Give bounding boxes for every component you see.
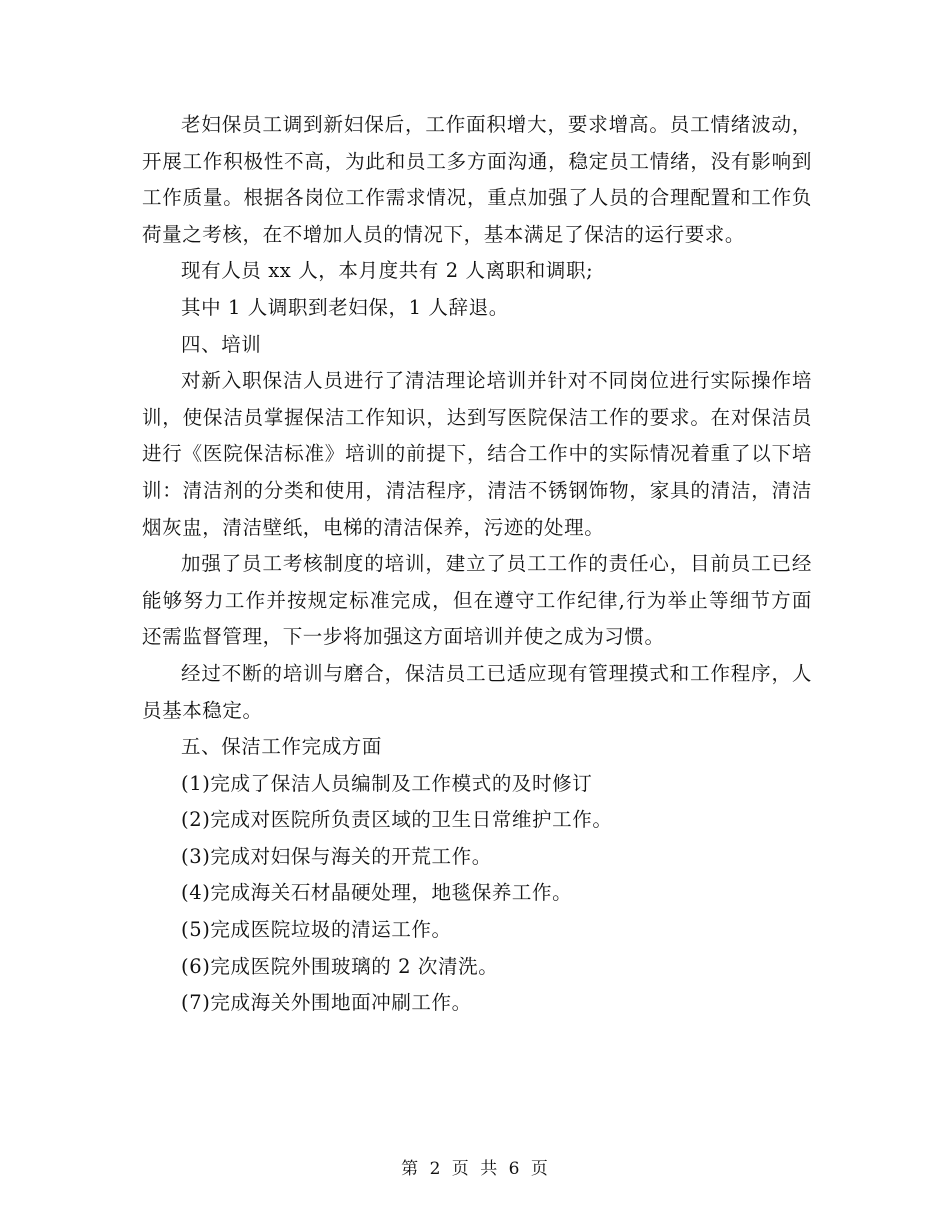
list-item: (7)完成海关外围地面冲刷工作。 (181, 991, 472, 1015)
document-body (142, 107, 812, 1022)
page-number-footer: 第 2 页 共 6 页 (401, 1159, 549, 1179)
list-item: (1)完成了保洁人员编制及工作模式的及时修订 (181, 771, 593, 795)
list-item: (2)完成对医院所负责区域的卫生日常维护工作。 (181, 808, 613, 832)
paragraph: 现有人员 xx 人，本月度共有 2 人离职和调职; (181, 259, 594, 283)
list-item: (6)完成医院外围玻璃的 2 次清洗。 (181, 954, 499, 978)
section-heading: 五、保洁工作完成方面 (181, 735, 383, 759)
section-heading: 四、培训 (181, 332, 262, 356)
paragraph: 对新入职保洁人员进行了清洁理论培训并针对不同岗位进行实际操作培训，使保洁员掌握保洁工作知识，达到写医院保洁工作的要求。在对保洁员进行《医院保洁标准》培训的前提下，结合工作中的实际情况着重了以下培训：清洁剂的分类和使用，清洁程序，清洁不锈钢饰物，家具的清洁，清洁烟灰盅，清洁壁纸，电梯的清洁保养，污迹的处理。 (142, 369, 812, 539)
paragraph: 加强了员工考核制度的培训，建立了员工工作的责任心，目前员工已经能够努力工作并按规定标准完成，但在遵守工作纪律,行为举止等细节方面还需监督管理，下一步将加强这方面培训并使之成为习惯。 (142, 552, 812, 649)
list-item: (4)完成海关石材晶硬处理，地毯保养工作。 (181, 881, 573, 905)
list-item: (5)完成医院垃圾的清运工作。 (181, 918, 452, 942)
paragraph: 老妇保员工调到新妇保后，工作面积增大，要求增高。员工情绪波动，开展工作积极性不高，为此和员工多方面沟通，稳定员工情绪，没有影响到工作质量。根据各岗位工作需求情况，重点加强了人员的合理配置和工作负荷量之考核，在不增加人员的情况下，基本满足了保洁的运行要求。 (142, 113, 812, 246)
list-item: (3)完成对妇保与海关的开荒工作。 (181, 844, 492, 868)
paragraph: 其中 1 人调职到老妇保，1 人辞退。 (181, 295, 509, 319)
paragraph: 经过不断的培训与磨合，保洁员工已适应现有管理摸式和工作程序，人员基本稳定。 (142, 661, 812, 722)
